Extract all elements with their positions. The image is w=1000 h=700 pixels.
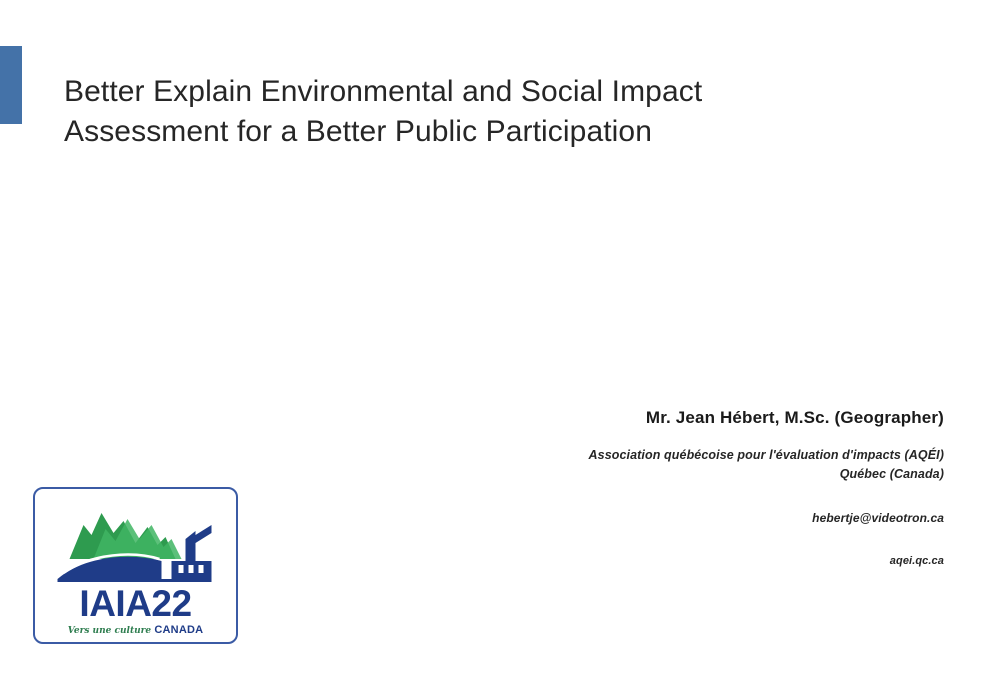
logo-acronym: IAIA xyxy=(79,583,152,624)
iaia22-canada-logo xyxy=(33,487,238,644)
logo-tagline-script: Vers une culture xyxy=(67,626,152,636)
page-title-line-2: Assessment for a Better Public Participation xyxy=(64,114,652,148)
author-block xyxy=(384,408,944,567)
page-title xyxy=(64,72,884,152)
page-title-line-1: Better Explain Environmental and Social Impact xyxy=(64,75,703,108)
affiliation-line-2: Québec (Canada) xyxy=(839,467,944,482)
organization-website[interactable]: aqei.qc.ca xyxy=(889,554,944,567)
affiliation-line-1: Association québécoise pour l'évaluation d'impacts (AQÉI) xyxy=(588,448,944,462)
title-accent-bar xyxy=(0,46,22,124)
logo-tagline-country: CANADA xyxy=(154,624,204,636)
logo-artwork-icon xyxy=(35,495,236,587)
logo-year: 22 xyxy=(151,583,192,624)
author-affiliation xyxy=(384,446,944,485)
author-email[interactable]: hebertje@videotron.ca xyxy=(812,510,944,525)
logo-wordmark xyxy=(35,585,236,636)
logo-tagline xyxy=(35,624,236,636)
author-name: Mr. Jean Hébert, M.Sc. (Geographer) xyxy=(645,408,944,427)
